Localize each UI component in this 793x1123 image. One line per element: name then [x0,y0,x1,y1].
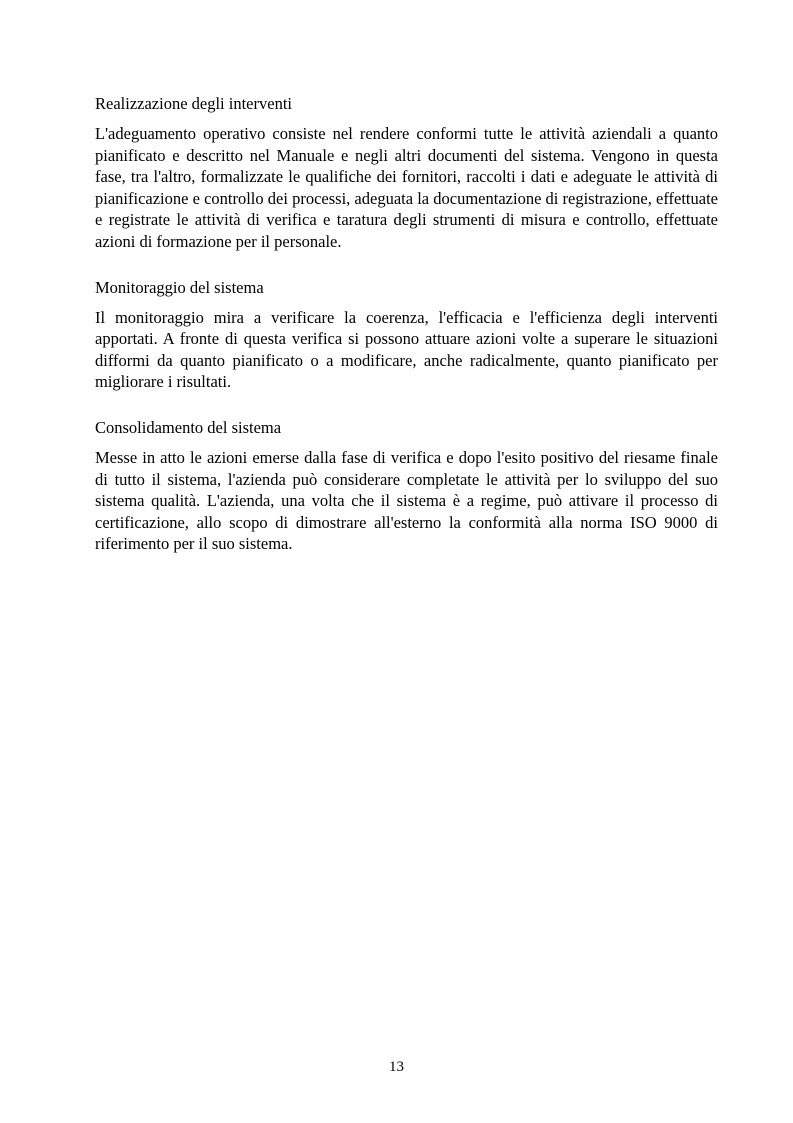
section-heading: Monitoraggio del sistema [95,277,264,297]
section-paragraph: Il monitoraggio mira a verificare la coerenza, l'efficacia e l'efficienza degli interventi apportati. A fronte di questa verifica si possono attuare azioni volte a superare le situazioni difformi da quanto pianificato o a modificare, anche radicalmente, quanto pianificato per migliorare i risultati. [95,307,718,392]
section-realizzazione [95,93,718,253]
section-monitoraggio [95,277,718,393]
section-heading: Realizzazione degli interventi [95,94,292,113]
section-paragraph: L'adeguamento operativo consiste nel rendere conformi tutte le attività aziendali a quanto pianificato e descritto nel Manuale e negli altri documenti del sistema. Vengono in questa fase, tra l'altro, formalizzate le qualifiche dei fornitori, raccolti i dati e adeguate le attività di pianificazione e controllo dei processi, adeguata la documentazione di registrazione, effettuate e registrate le attività di verifica e taratura degli strumenti di misura e controllo, effettuate azioni di formazione per il personale. [95,124,718,251]
document-page [95,93,718,579]
section-heading: Consolidamento del sistema [95,417,282,437]
section-consolidamento [95,417,718,555]
section-paragraph: Messe in atto le azioni emerse dalla fase di verifica e dopo l'esito positivo del riesame finale di tutto il sistema, l'azienda può considerare completate le attività per lo sviluppo del suo sistema qualità. L'azienda, una volta che il sistema è a regime, può attivare il processo di certificazione, allo scopo di dimostrare all'esterno la conformità alla norma ISO 9000 di riferimento per il suo sistema. [95,447,718,554]
page-number: 13 [389,1059,404,1075]
